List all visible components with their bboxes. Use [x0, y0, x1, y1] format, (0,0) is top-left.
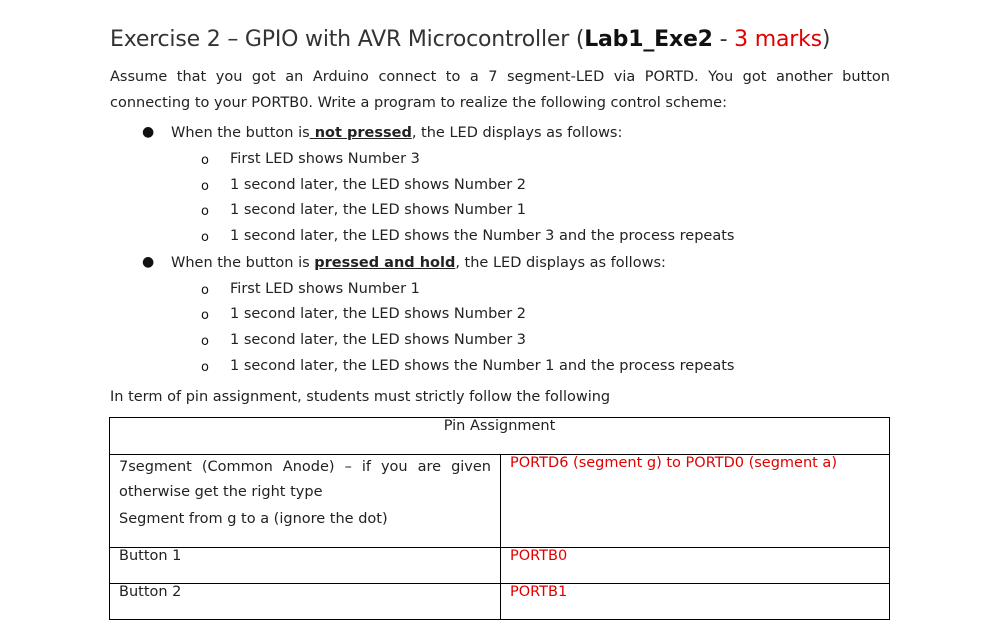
pin-assignment-table [109, 417, 890, 620]
step-2-3: 1 second later, the LED shows Number 3 [230, 332, 526, 348]
step-2-4: 1 second later, the LED shows the Number 1 and the process repeats [230, 358, 735, 374]
sub-bullet-icon: o [201, 179, 209, 194]
not-pressed-emphasis: not pressed [309, 125, 412, 141]
sub-bullet-icon: o [201, 153, 209, 168]
step-2-2: 1 second later, the LED shows Number 2 [230, 306, 526, 322]
pin-intro: In term of pin assignment, students must strictly follow the following [110, 389, 611, 405]
exercise-title: Exercise 2 – GPIO with AVR Microcontroller (Lab1_Exe2 - 3 marks) [110, 27, 831, 52]
step-1-3: 1 second later, the LED shows Number 1 [230, 202, 526, 218]
step-1-1: First LED shows Number 3 [230, 151, 420, 167]
table-header: Pin Assignment [110, 418, 890, 455]
sub-bullet-icon: o [201, 360, 209, 375]
bullet-2-text: When the button is pressed and hold, the LED displays as follows: [171, 255, 666, 271]
button-2-label: Button 2 [110, 584, 501, 620]
table-row [110, 455, 890, 548]
sub-bullet-icon: o [201, 308, 209, 323]
segment-cell [110, 455, 501, 548]
segment-value: PORTD6 (segment g) to PORTD0 (segment a) [501, 455, 890, 548]
table-row [110, 584, 890, 620]
bullet-1-text: When the button is not pressed, the LED displays as follows: [171, 125, 623, 141]
button-2-value: PORTB1 [501, 584, 890, 620]
step-1-4: 1 second later, the LED shows the Number 3 and the process repeats [230, 228, 735, 244]
marks-label: 3 marks [734, 27, 822, 52]
sub-bullet-icon: o [201, 230, 209, 245]
sub-bullet-icon: o [201, 334, 209, 349]
sub-bullet-icon: o [201, 204, 209, 219]
sub-bullet-icon: o [201, 283, 209, 298]
lab-name: Lab1_Exe2 [584, 27, 713, 52]
button-1-value: PORTB0 [501, 548, 890, 584]
step-1-2: 1 second later, the LED shows Number 2 [230, 177, 526, 193]
button-1-label: Button 1 [110, 548, 501, 584]
step-2-1: First LED shows Number 1 [230, 281, 420, 297]
bullet-icon: ● [142, 254, 155, 270]
segment-label: 7segment (Common Anode) – if you are given otherwise get the right type [119, 459, 491, 500]
table-row [110, 548, 890, 584]
table-header-row [110, 418, 890, 455]
segment-note: Segment from g to a (ignore the dot) [119, 511, 388, 527]
bullet-icon: ● [142, 124, 155, 140]
intro-paragraph: Assume that you got an Arduino connect to a 7 segment-LED via PORTD. You got another button connecting to your PORTB0. Write a program to realize the following control scheme: [110, 69, 890, 111]
pressed-hold-emphasis: pressed and hold [314, 255, 456, 271]
